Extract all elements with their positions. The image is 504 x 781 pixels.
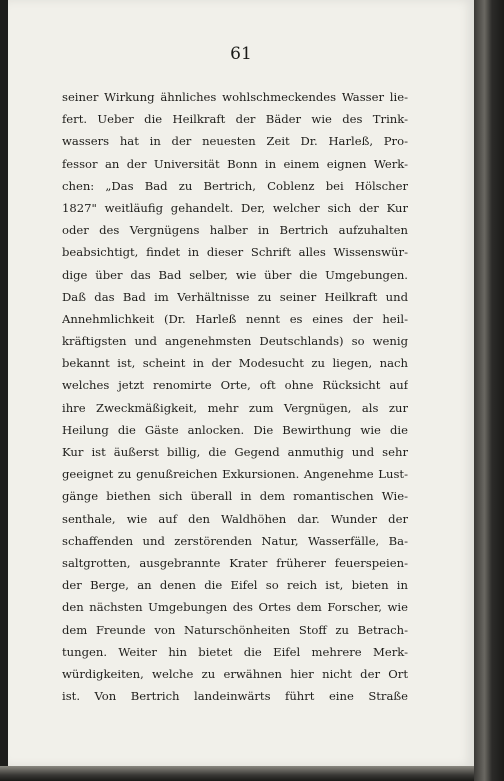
text-line: senthale, wie auf den Waldhöhen dar. Wunder der (62, 511, 408, 526)
text-line: der Berge, an denen die Eifel so reich ist, bieten in (62, 578, 408, 593)
text-line: würdigkeiten, welche zu erwähnen hier nicht der Ort (62, 666, 408, 681)
text-line: beabsichtigt, findet in dieser Schrift alles Wissenswür- (62, 245, 408, 260)
text-line: ihre Zweckmäßigkeit, mehr zum Vergnügen, als zur (62, 400, 408, 415)
text-line: schaffenden und zerstörenden Natur, Wasserfälle, Ba- (62, 533, 408, 548)
page-sheet (8, 0, 475, 766)
text-line: seiner Wirkung ähnliches wohlschmeckendes Wasser lie- (62, 90, 408, 104)
page-bottom-edge (0, 766, 474, 781)
page-number: 61 (230, 44, 252, 64)
text-line: fert. Ueber die Heilkraft der Bäder wie des Trink- (62, 112, 408, 127)
text-line: dige über das Bad selber, wie über die Umgebungen. (62, 267, 408, 282)
text-line: chen: „Das Bad zu Bertrich, Coblenz bei Hölscher (62, 178, 408, 193)
text-line: 1827" weitläufig gehandelt. Der, welcher sich der Kur (62, 200, 408, 215)
text-line: saltgrotten, ausgebrannte Krater früherer feuerspeien- (62, 555, 408, 570)
text-line: Kur ist äußerst billig, die Gegend anmuthig und sehr (62, 445, 408, 459)
text-line: geeignet zu genußreichen Exkursionen. Angenehme Lust- (62, 467, 408, 482)
body-text (62, 86, 408, 707)
text-line: Annehmlichkeit (Dr. Harleß nennt es eines der heil- (62, 311, 408, 326)
text-line: fessor an der Universität Bonn in einem eignen Werk- (62, 156, 408, 171)
text-line: bekannt ist, scheint in der Modesucht zu liegen, nach (62, 356, 408, 371)
text-line: den nächsten Umgebungen des Ortes dem Forscher, wie (62, 600, 408, 615)
text-line: Heilung die Gäste anlocken. Die Bewirthung wie die (62, 422, 408, 437)
text-line: Daß das Bad im Verhältnisse zu seiner Heilkraft und (62, 289, 408, 304)
text-line: gänge biethen sich überall in dem romantischen Wie- (62, 489, 408, 504)
text-line: dem Freunde von Naturschönheiten Stoff zu Betrach- (62, 622, 408, 637)
text-line: kräftigsten und angenehmsten Deutschlands) so wenig (62, 334, 408, 349)
text-line: ist. Von Bertrich landeinwärts führt eine Straße (62, 689, 408, 704)
text-line: oder des Vergnügens halber in Bertrich aufzuhalten (62, 223, 408, 238)
text-line: wassers hat in der neuesten Zeit Dr. Harleß, Pro- (62, 134, 408, 149)
text-line: welches jetzt renomirte Orte, oft ohne Rücksicht auf (62, 378, 408, 393)
text-line: tungen. Weiter hin bietet die Eifel mehrere Merk- (62, 644, 408, 659)
book-spine-edge (474, 0, 504, 781)
